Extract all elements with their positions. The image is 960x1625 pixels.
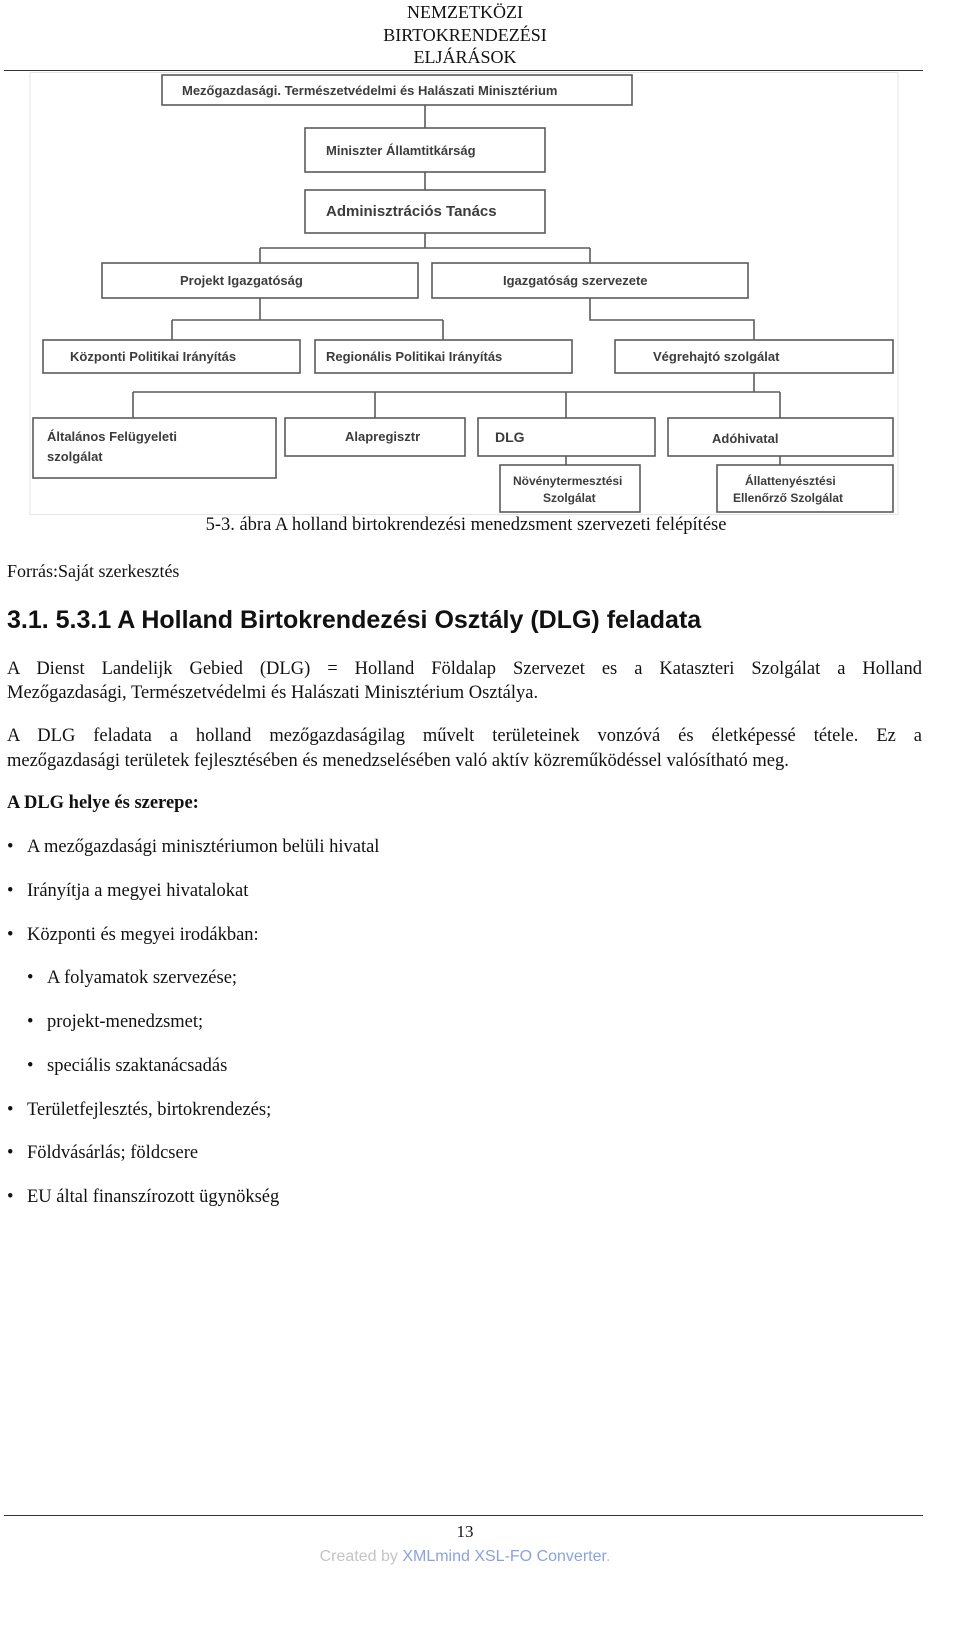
paragraph-line: mezőgazdasági területek fejlesztésében és menedzselésében való aktív közreműködéssel valósítható meg. [7,751,789,771]
list-item: • Központi és megyei irodákban: [7,924,922,968]
org-box-tax-office [668,418,893,456]
org-box-label: Miniszter Államtitkárság [326,143,476,158]
generator-credit-prefix: Created by [319,1548,398,1565]
sub-list-item: • projekt-menedzsmet; [7,1011,922,1055]
org-box-label: Állattenyésztési [745,474,836,488]
org-box-label: Regionális Politikai Irányítás [326,349,503,364]
org-box-label: DLG [495,429,525,445]
org-box-label: Igazgatóság szervezete [503,273,648,288]
list-item: • Területfejlesztés, birtokrendezés; [7,1099,922,1143]
org-box-supervisory-service [33,418,276,478]
org-box-label: Adminisztrációs Tanács [326,203,497,220]
org-box-label: Projekt Igazgatóság [180,273,303,288]
paragraph-line: Mezőgazdasági, Természetvédelmi és Halászati Minisztérium Osztálya. [7,683,539,703]
org-chart-figure [0,72,960,517]
list-item: • Földvásárlás; földcsere [7,1142,922,1186]
running-header-line: BIRTOKRENDEZÉSI [383,24,547,45]
org-box-label: Alapregisztr [345,429,421,444]
page-number: 13 [456,1522,474,1541]
org-box-label: Ellenőrző Szolgálat [733,491,844,505]
figure-source: Forrás:Saját szerkesztés [7,561,180,581]
org-box-label: Végrehajtó szolgálat [653,349,780,364]
running-header-line: NEMZETKÖZI [407,2,523,22]
list-item: • EU által finanszírozott ügynökség [7,1186,922,1230]
list-item: • Irányítja a megyei hivatalokat [7,880,922,924]
paragraph [7,724,922,774]
org-box-label: Adóhivatal [712,431,779,446]
running-header [295,1,635,69]
section-heading: 3.1. 5.3.1 A Holland Birtokrendezési Osztály (DLG) feladata [7,606,702,634]
org-box-label: Általános Felügyeleti [47,429,178,444]
sub-list-item: • speciális szaktanácsadás [7,1055,922,1099]
generator-link[interactable]: XMLmind XSL-FO Converter [402,1548,606,1565]
role-list [7,836,922,1230]
generator-credit-suffix: . [605,1548,611,1565]
running-header-line: ELJÁRÁSOK [413,47,517,67]
org-box-label: szolgálat [47,449,103,464]
header-rule [4,70,923,71]
paragraph [7,657,922,705]
paragraph-line: A Dienst Landelijk Gebied (DLG) = Holland Földalap Szervezet es a Kataszteri Szolgálat a Holland [7,659,922,679]
paragraph-line: A DLG feladata a holland mezőgazdaságilag művelt területeinek vonzóvá és életképessé tétele. Ez a [7,726,922,746]
sub-list-item: • A folyamatok szervezése; [7,967,922,1011]
footer-rule [4,1515,923,1516]
org-box-label: Szolgálat [543,491,596,505]
org-box-label: Mezőgazdasági. Természetvédelmi és Halászati Minisztérium [182,83,558,98]
role-list-label: A DLG helye és szerepe: [7,793,199,813]
list-item: • A mezőgazdasági minisztériumon belüli hivatal [7,836,922,880]
org-box-label: Növénytermesztési [513,474,623,488]
generator-credit [0,1547,930,1567]
org-box-label: Központi Politikai Irányítás [70,349,237,364]
figure-caption: 5-3. ábra A holland birtokrendezési menedzsment szervezeti felépítése [205,515,727,535]
